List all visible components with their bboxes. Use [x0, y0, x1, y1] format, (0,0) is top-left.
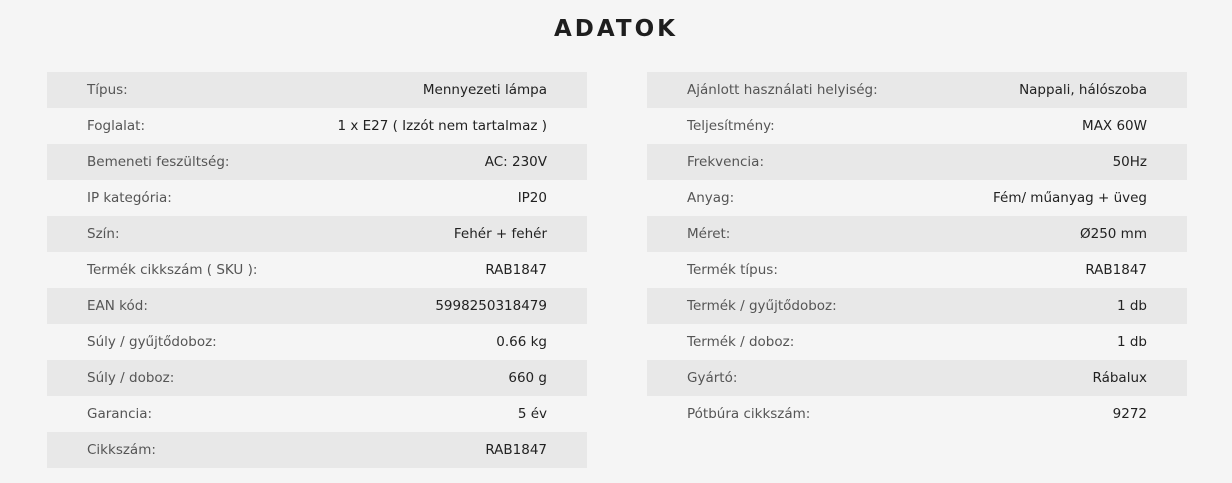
spec-row-weight-master-box [47, 324, 587, 360]
spec-label: Pótbúra cikkszám: [687, 406, 811, 422]
spec-row-color [47, 216, 587, 252]
spec-row-manufacturer [647, 360, 1187, 396]
spec-row-frequency [647, 144, 1187, 180]
spec-row-ip-category [47, 180, 587, 216]
spec-label: Garancia: [87, 406, 153, 422]
spec-label: EAN kód: [87, 298, 148, 314]
spec-row-sku [47, 252, 587, 288]
spec-value: Rábalux [1092, 370, 1147, 386]
spec-label: Termék / gyűjtődoboz: [687, 298, 837, 314]
spec-row-weight-box [47, 360, 587, 396]
spec-row-item-number [47, 432, 587, 468]
spec-row-spare-shade-number [647, 396, 1187, 432]
spec-value: Fém/ műanyag + üveg [992, 190, 1147, 206]
spec-row-input-voltage [47, 144, 587, 180]
spec-label: Gyártó: [687, 370, 738, 386]
spec-label: Foglalat: [87, 118, 146, 134]
spec-label: Cikkszám: [87, 442, 156, 458]
spec-value: Ø250 mm [1080, 226, 1147, 242]
spec-value: 50Hz [1112, 154, 1147, 170]
spec-label: IP kategória: [87, 190, 172, 206]
spec-value: 1 db [1116, 298, 1147, 314]
spec-label: Típus: [87, 82, 128, 98]
spec-label: Méret: [687, 226, 731, 242]
spec-value: MAX 60W [1082, 118, 1147, 134]
spec-row-product-type [647, 252, 1187, 288]
spec-label: Termék típus: [687, 262, 778, 278]
spec-value: 0.66 kg [496, 334, 547, 350]
specs-table-left [47, 72, 587, 468]
spec-value: Fehér + fehér [453, 226, 547, 242]
spec-label: Teljesítmény: [687, 118, 775, 134]
spec-value: IP20 [517, 190, 547, 206]
spec-row-power [647, 108, 1187, 144]
spec-row-material [647, 180, 1187, 216]
spec-label: Szín: [87, 226, 120, 242]
spec-value: Nappali, hálószoba [1019, 82, 1147, 98]
spec-row-size [647, 216, 1187, 252]
spec-value: AC: 230V [484, 154, 547, 170]
spec-value: RAB1847 [485, 442, 547, 458]
spec-row-recommended-room [647, 72, 1187, 108]
spec-value: 1 db [1116, 334, 1147, 350]
spec-row-qty-box [647, 324, 1187, 360]
spec-label: Termék / doboz: [687, 334, 795, 350]
spec-label: Súly / gyűjtődoboz: [87, 334, 217, 350]
spec-row-socket [47, 108, 587, 144]
spec-value: RAB1847 [485, 262, 547, 278]
spec-label: Anyag: [687, 190, 735, 206]
spec-value: 1 x E27 ( Izzót nem tartalmaz ) [337, 118, 547, 134]
spec-row-qty-master-box [647, 288, 1187, 324]
spec-value: 5 év [517, 406, 547, 422]
section-title: ADATOK [554, 16, 678, 42]
spec-value: 660 g [508, 370, 547, 386]
spec-value: 5998250318479 [435, 298, 547, 314]
specs-table-right [647, 72, 1187, 432]
spec-label: Bemeneti feszültség: [87, 154, 230, 170]
spec-row-type [47, 72, 587, 108]
spec-row-warranty [47, 396, 587, 432]
spec-label: Súly / doboz: [87, 370, 175, 386]
spec-row-ean [47, 288, 587, 324]
spec-value: 9272 [1112, 406, 1147, 422]
spec-label: Ajánlott használati helyiség: [687, 82, 878, 98]
spec-label: Frekvencia: [687, 154, 765, 170]
spec-value: RAB1847 [1085, 262, 1147, 278]
spec-value: Mennyezeti lámpa [422, 82, 547, 98]
spec-label: Termék cikkszám ( SKU ): [87, 262, 258, 278]
